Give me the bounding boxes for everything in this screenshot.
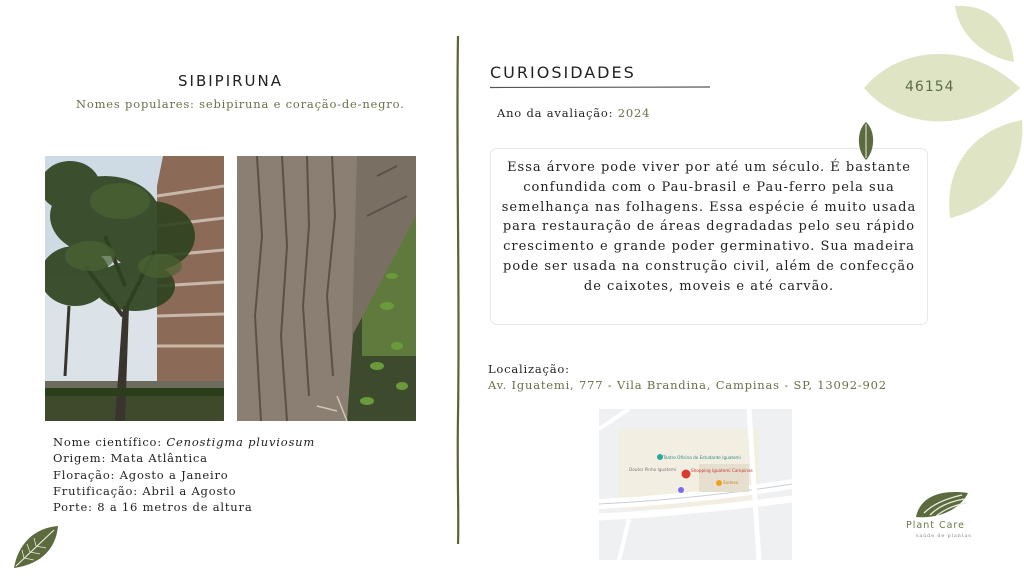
tree-id-number: 46154 xyxy=(905,79,955,95)
vertical-divider xyxy=(455,36,461,544)
location-address[interactable]: Av. Iguatemi, 777 - Vila Brandina, Campinas - SP, 13092-902 xyxy=(488,378,887,392)
popular-names: Nomes populares: sebipiruna e coração-de-negro. xyxy=(76,97,405,111)
svg-text:Teatro Oficina do Estudante Ig: Teatro Oficina do Estudante Iguatemi xyxy=(663,455,741,460)
brand-tagline: saúde de plantas xyxy=(916,533,972,539)
leaf-decoration-icon xyxy=(12,524,60,570)
plant-care-logo-icon xyxy=(914,487,970,519)
fruiting-period: Frutificação: Abril a Agosto xyxy=(53,483,237,498)
scientific-name: Nome científico: Cenostigma pluviosum xyxy=(53,435,316,449)
map-pin-icon xyxy=(716,480,722,486)
flowering-period: Floração: Agosto a Janeiro xyxy=(53,467,229,482)
heading-underline xyxy=(490,86,710,89)
species-details xyxy=(53,434,315,515)
map-pin-icon xyxy=(678,487,684,493)
svg-text:Sodexo: Sodexo xyxy=(723,480,739,485)
tree-size: Porte: 8 a 16 metros de altura xyxy=(53,500,253,515)
tree-photo xyxy=(45,156,224,421)
location-label: Localização: xyxy=(488,362,570,376)
map-pin-icon xyxy=(682,470,691,479)
species-title: SIBIPIRUNA xyxy=(178,72,284,90)
curiosities-text: Essa árvore pode viver por até um século. É bastante confundida com o Pau-brasil e Pau-ferro pela sua semelhança nas folhagens. Essa espécie é muito usada para restauração de áreas degradadas pelo seu rápido crescimento e grande poder germinativo. Sua madeira pode ser usada na construção civil, além de confecção de caixotes, moveis e até carvão. xyxy=(501,160,917,294)
svg-text:Shopping Iguatemi Campinas: Shopping Iguatemi Campinas xyxy=(691,468,753,473)
trunk-photo xyxy=(237,156,416,421)
origin: Origem: Mata Atlântica xyxy=(53,451,208,466)
evaluation-year: Ano da avaliação: 2024 xyxy=(497,106,651,120)
location-map[interactable] xyxy=(599,409,792,560)
curiosities-heading: CURIOSIDADES xyxy=(490,63,636,82)
leaf-cluster-icon xyxy=(860,0,1024,225)
svg-text:Doutor Pinho Iguatemi: Doutor Pinho Iguatemi xyxy=(629,467,677,472)
brand-name: Plant Care xyxy=(906,520,965,531)
